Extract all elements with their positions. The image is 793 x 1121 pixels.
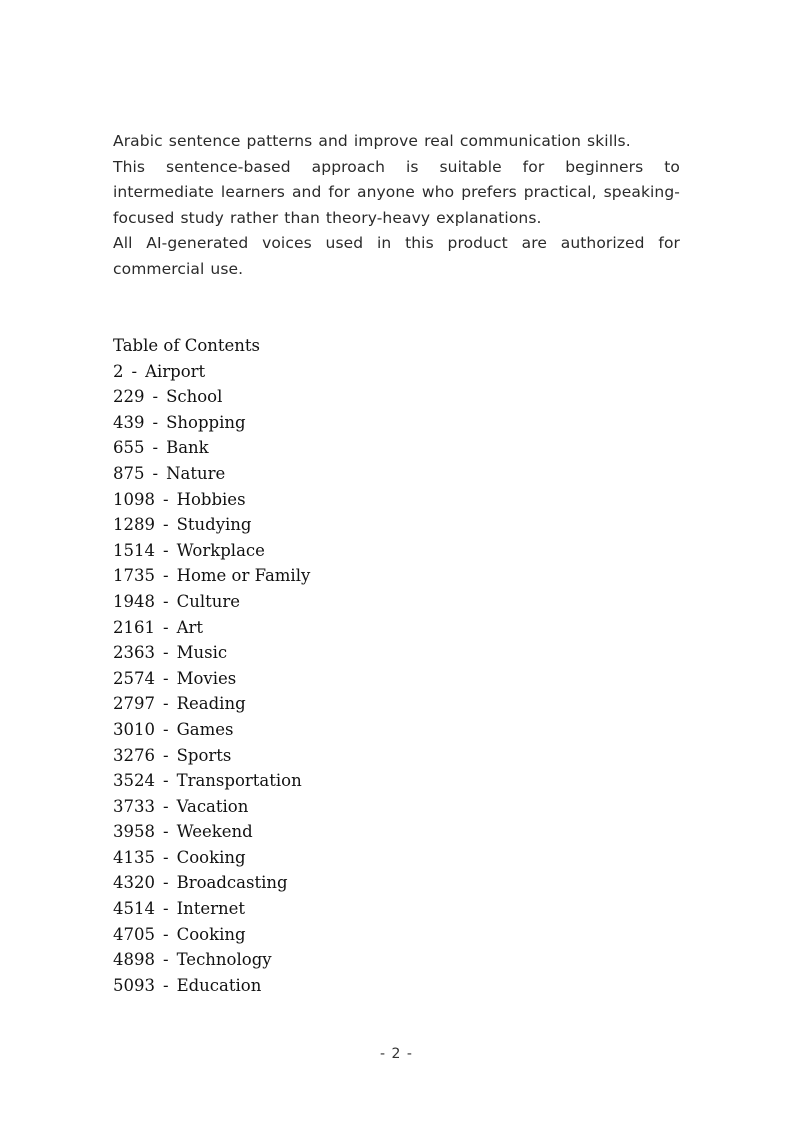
toc-entry-page: 875 <box>113 463 145 483</box>
toc-entry-label: Reading <box>176 694 246 714</box>
toc-entry-label: Sports <box>176 745 232 765</box>
toc-entry-label: Broadcasting <box>176 873 288 893</box>
toc-entry-label: Vacation <box>176 796 249 816</box>
toc-entry-separator: - <box>163 975 169 995</box>
toc-entry-page: 5093 <box>113 975 155 995</box>
toc-entry-separator: - <box>163 668 169 688</box>
toc-entry[interactable] <box>113 563 613 589</box>
toc-entry[interactable] <box>113 819 613 845</box>
toc-entry[interactable] <box>113 435 613 461</box>
toc-entry[interactable] <box>113 870 613 896</box>
toc-entry-page: 4320 <box>113 873 155 893</box>
toc-entry-separator: - <box>163 822 169 842</box>
intro-paragraph: This sentence-based approach is suitable for beginners to intermediate learners and for anyone who prefers practical, speaking-focused study rather than theory-heavy explanations. <box>113 157 680 227</box>
toc-entry-page: 1514 <box>113 540 155 560</box>
toc-entry-page: 439 <box>113 412 145 432</box>
toc-entry-label: Technology <box>176 950 272 970</box>
toc-entry-label: Nature <box>166 463 226 483</box>
page-number: - 2 - <box>380 1046 413 1062</box>
toc-entry-separator: - <box>131 361 138 381</box>
toc-entry[interactable] <box>113 947 613 973</box>
toc-entry-page: 2797 <box>113 694 155 714</box>
toc-entry-separator: - <box>152 463 159 483</box>
toc-entry[interactable] <box>113 384 613 410</box>
toc-entry[interactable] <box>113 743 613 769</box>
toc-entry-label: Workplace <box>176 540 265 560</box>
toc-entry-separator: - <box>163 643 169 663</box>
toc-entry-separator: - <box>152 438 159 458</box>
toc-entry-separator: - <box>163 694 169 714</box>
toc-entry[interactable] <box>113 768 613 794</box>
toc-entry-page: 655 <box>113 438 145 458</box>
toc-entry[interactable] <box>113 410 613 436</box>
toc-entry[interactable] <box>113 922 613 948</box>
toc-entry[interactable] <box>113 359 613 385</box>
toc-entry[interactable] <box>113 615 613 641</box>
toc-entry-page: 229 <box>113 387 145 407</box>
toc-entry[interactable] <box>113 640 613 666</box>
toc-entry-page: 2161 <box>113 617 155 637</box>
toc-entry-page: 1289 <box>113 515 155 535</box>
toc-entry[interactable] <box>113 487 613 513</box>
toc-entry-separator: - <box>163 719 169 739</box>
toc-entry[interactable] <box>113 845 613 871</box>
toc-entry-page: 3010 <box>113 719 155 739</box>
toc-entry-separator: - <box>163 515 169 535</box>
toc-entry[interactable] <box>113 666 613 692</box>
toc-entry-page: 2363 <box>113 643 155 663</box>
toc-entry-separator: - <box>163 617 169 637</box>
intro-text <box>113 129 680 283</box>
toc-entry[interactable] <box>113 973 613 999</box>
toc-entry-label: Culture <box>176 591 241 611</box>
toc-entry-label: Hobbies <box>176 489 246 509</box>
toc-entry-label: Games <box>176 719 234 739</box>
toc-entry-page: 3276 <box>113 745 155 765</box>
toc-entry-page: 4705 <box>113 924 155 944</box>
intro-paragraph: Arabic sentence patterns and improve real communication skills. <box>113 132 631 150</box>
toc-entry[interactable] <box>113 691 613 717</box>
toc-entry-page: 1098 <box>113 489 155 509</box>
toc-entry-separator: - <box>163 924 169 944</box>
toc-entry-page: 3733 <box>113 796 155 816</box>
toc-entry-separator: - <box>163 796 169 816</box>
toc-entry[interactable] <box>113 512 613 538</box>
toc-entry-label: Weekend <box>176 822 253 842</box>
intro-paragraph: All AI-generated voices used in this product are authorized for commercial use. <box>113 234 680 278</box>
toc-entry-page: 2574 <box>113 668 155 688</box>
toc-entry-separator: - <box>163 899 169 919</box>
toc-entry-page: 4135 <box>113 847 155 867</box>
toc-entry[interactable] <box>113 794 613 820</box>
toc-entry-label: Cooking <box>176 847 246 867</box>
toc-entry-separator: - <box>163 771 169 791</box>
toc-entry-page: 3524 <box>113 771 155 791</box>
toc-entry-label: Airport <box>145 361 206 381</box>
toc-entry-separator: - <box>152 387 159 407</box>
toc-entry-label: Music <box>176 643 228 663</box>
toc-entry-page: 4514 <box>113 899 155 919</box>
toc-entry-page: 2 <box>113 361 124 381</box>
toc-entry-separator: - <box>163 591 169 611</box>
toc-entry-separator: - <box>163 489 169 509</box>
toc-entry[interactable] <box>113 717 613 743</box>
toc-entry-label: Art <box>176 617 204 637</box>
toc-entry-separator: - <box>152 412 159 432</box>
toc-list <box>113 359 613 999</box>
toc-entry-separator: - <box>163 540 169 560</box>
toc-entry-label: Education <box>176 975 262 995</box>
toc-entry[interactable] <box>113 538 613 564</box>
toc-entry-label: Studying <box>176 515 252 535</box>
toc-entry-label: School <box>166 387 223 407</box>
table-of-contents <box>113 333 613 998</box>
toc-entry-separator: - <box>163 847 169 867</box>
toc-entry-page: 1735 <box>113 566 155 586</box>
toc-entry-page: 3958 <box>113 822 155 842</box>
toc-entry-label: Internet <box>176 899 246 919</box>
toc-entry-page: 1948 <box>113 591 155 611</box>
toc-entry-label: Bank <box>166 438 209 458</box>
toc-entry-label: Movies <box>176 668 237 688</box>
toc-entry-separator: - <box>163 873 169 893</box>
toc-entry-page: 4898 <box>113 950 155 970</box>
toc-entry-separator: - <box>163 745 169 765</box>
toc-entry-label: Transportation <box>176 771 302 791</box>
toc-title: Table of Contents <box>113 336 261 355</box>
toc-entry-label: Home or Family <box>176 566 311 586</box>
toc-entry-separator: - <box>163 950 169 970</box>
toc-entry[interactable] <box>113 589 613 615</box>
toc-entry[interactable] <box>113 896 613 922</box>
toc-entry-label: Cooking <box>176 924 246 944</box>
toc-entry-separator: - <box>163 566 169 586</box>
toc-entry-label: Shopping <box>166 412 246 432</box>
toc-entry[interactable] <box>113 461 613 487</box>
